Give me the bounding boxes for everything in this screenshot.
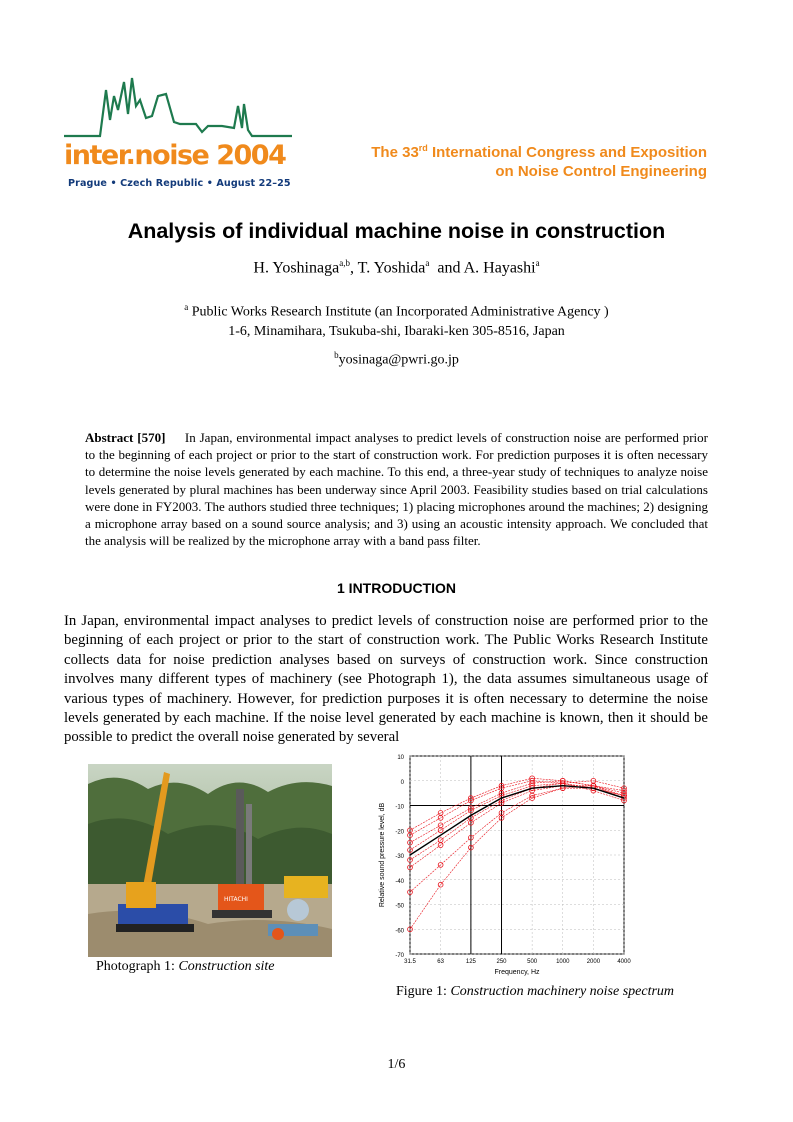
y-tick-label: -60 (395, 928, 404, 935)
intro-paragraph: In Japan, environmental impact analyses to predict levels of construction noise are performed prior to the beginning of each project or prior to the start of construction work. The Public Works Research Institute collects data for noise prediction analyses based on surveys of construction work. Since construction involves many different types of machinery (see Photograph 1), the data assumes simultaneous usage of various types of machinery. However, for prediction purposes it is often necessary to determine the noise levels generated by each machine. If the noise level generated by each machine is known, then it should be possible to predict the overall noise generated by several (64, 613, 708, 746)
y-tick-label: -30 (395, 854, 404, 860)
x-tick-label: 31.5 (404, 959, 416, 965)
y-tick-label: 10 (397, 755, 404, 761)
y-tick-label: -50 (395, 903, 404, 910)
abstract-text: In Japan, environmental impact analyses to predict levels of construction noise are performed prior to the beginning of each project or prior to the start of construction work. For prediction purposes it is often necessary to determine the noise levels generated by each machine. To this end, a three-year study of techniques to analyze noise levels generated by plural machines has been underway since April 2003. Feasibility studies based on trial calculations were done in FY2003. The authors studied three techniques; 1) placing microphones around the machines; 2) designing a microphone array based on a sound source analysis; and 3) using an acoustic intensity approach. We concluded that the analysis will be realized by the microphone array with a band pass filter. (85, 430, 708, 549)
hitachi-label: HITACHI (224, 896, 248, 903)
page-number: 1/6 (387, 1057, 406, 1072)
conference-logo (62, 70, 294, 195)
chart-svg (372, 748, 632, 984)
logo-subtitle: Prague • Czech Republic • August 22–25 (68, 178, 291, 189)
contact-email: $^b$yosinaga@pwri.go.jp (334, 350, 459, 368)
x-tick-label: 250 (496, 959, 507, 965)
y-tick-label: -10 (395, 804, 404, 811)
y-tick-label: -20 (395, 829, 404, 836)
noise-spectrum-chart (372, 748, 632, 984)
x-tick-label: 500 (527, 959, 538, 965)
y-tick-label: -40 (395, 878, 404, 885)
congress-title: The 33rd International Congress and Exposition on Noise Control Engineering (371, 143, 707, 180)
y-axis-label: Relative sound pressure level, dB (379, 802, 386, 908)
x-axis-label: Frequency, Hz (494, 969, 540, 976)
section-heading: 1 INTRODUCTION (337, 580, 456, 596)
paper-title: Analysis of individual machine noise in construction (127, 219, 666, 243)
x-tick-label: 2000 (586, 959, 601, 965)
x-tick-label: 1000 (556, 959, 570, 965)
construction-site-photo (88, 764, 332, 957)
y-tick-label: -70 (395, 953, 404, 959)
skyline-icon (62, 70, 294, 142)
abstract-label: Abstract [570] (85, 430, 166, 445)
x-tick-label: 125 (465, 959, 476, 965)
affiliation: $^a$ Public Works Research Institute (an Incorporated Administrative Agency ) 1-6, Minamihara, Tsukuba-shi, Ibaraki-ken 305-8516, Japan (184, 302, 609, 339)
photo-caption: Photograph 1: Construction site (96, 959, 275, 974)
abstract (85, 429, 708, 549)
logo-brand-text: inter.noise 2004 (64, 140, 286, 171)
figure-caption: Figure 1: Construction machinery noise spectrum (396, 984, 675, 999)
x-tick-label: 4000 (617, 959, 631, 965)
y-tick-label: 0 (400, 779, 404, 786)
x-tick-label: 63 (437, 959, 444, 965)
author-list: H. Yoshinaga$^{a,b}$, T. Yoshida$^a$ and A. Hayashi$^a$ (253, 258, 540, 277)
